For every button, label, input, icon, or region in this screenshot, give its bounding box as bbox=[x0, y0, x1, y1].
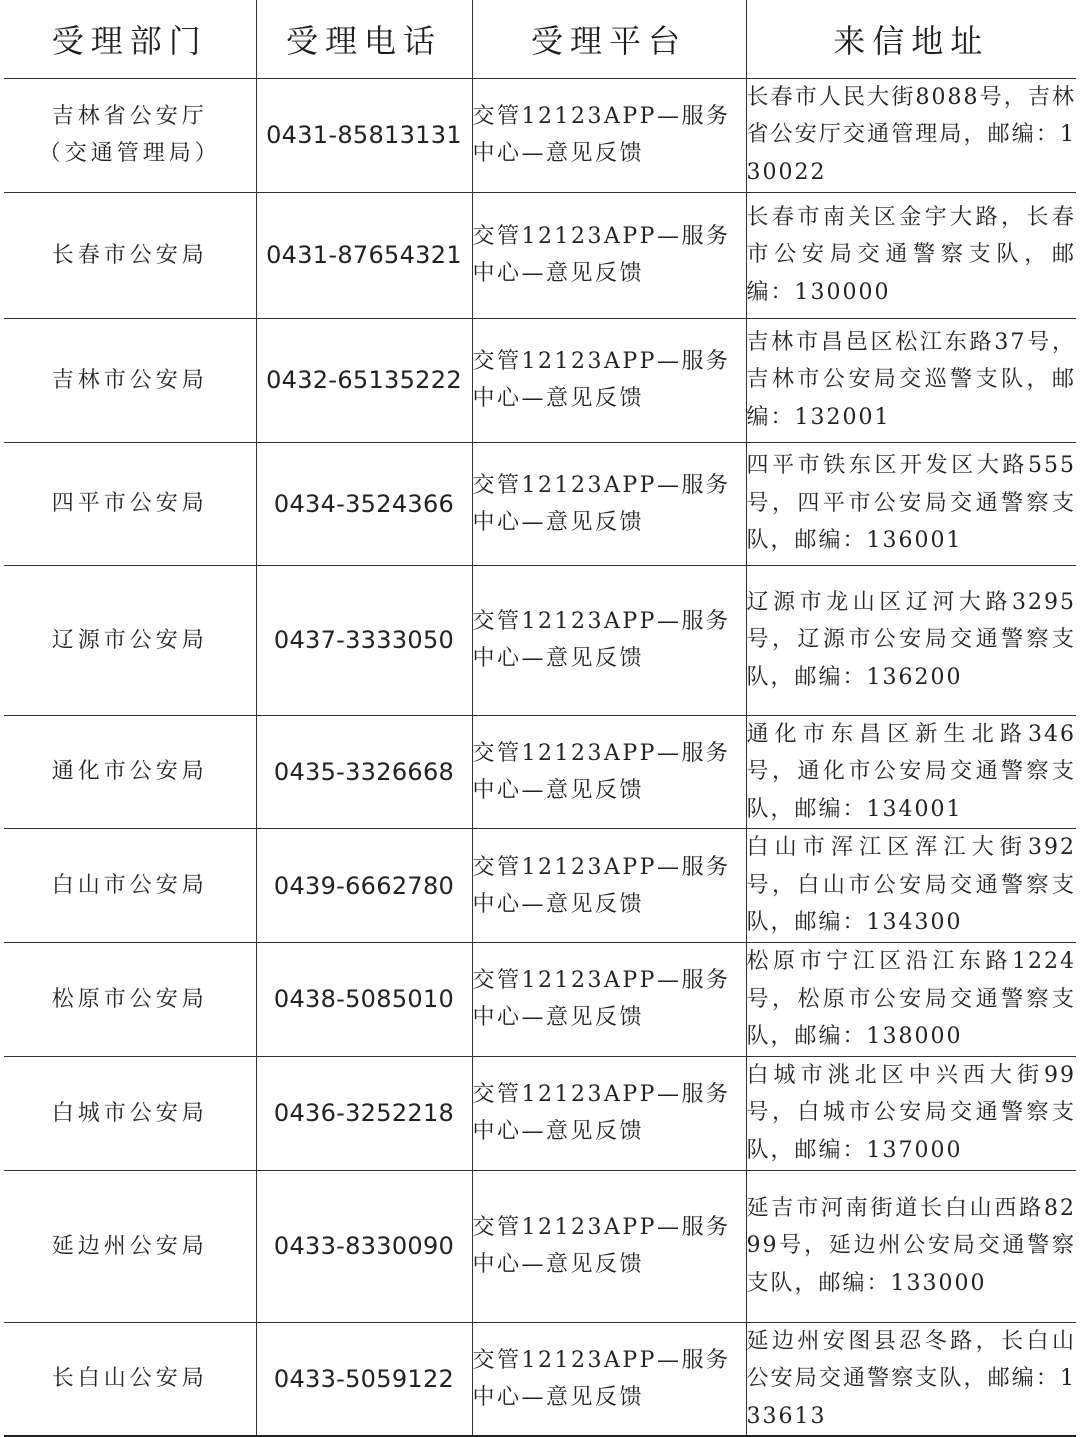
platform-cell: 交管12123APP—服务中心—意见反馈 bbox=[472, 829, 746, 943]
address-cell: 四平市铁东区开发区大路555号，四平市公安局交通警察支队，邮编：136001 bbox=[746, 442, 1076, 565]
table-row bbox=[4, 565, 1076, 715]
phone-cell: 0432-65135222 bbox=[256, 318, 472, 442]
table-row bbox=[4, 1170, 1076, 1322]
platform-cell: 交管12123APP—服务中心—意见反馈 bbox=[472, 1056, 746, 1170]
department-subname: （交通管理局） bbox=[38, 141, 221, 166]
address-cell: 长春市南关区金宇大路，长春市公安局交通警察支队，邮编：130000 bbox=[746, 192, 1076, 318]
address-cell: 白城市洮北区中兴西大街99号，白城市公安局交通警察支队，邮编：137000 bbox=[746, 1056, 1076, 1170]
address-cell: 延边州安图县忍冬路，长白山公安局交通警察支队，邮编：133613 bbox=[746, 1322, 1076, 1436]
phone-cell: 0431-85813131 bbox=[256, 78, 472, 192]
department-cell: 长白山公安局 bbox=[4, 1322, 256, 1436]
phone-cell: 0438-5085010 bbox=[256, 943, 472, 1057]
address-cell: 辽源市龙山区辽河大路3295号，辽源市公安局交通警察支队，邮编：136200 bbox=[746, 565, 1076, 715]
phone-cell: 0436-3252218 bbox=[256, 1056, 472, 1170]
address-cell: 长春市人民大街8088号，吉林省公安厅交通管理局，邮编：130022 bbox=[746, 78, 1076, 192]
platform-cell: 交管12123APP—服务中心—意见反馈 bbox=[472, 442, 746, 565]
phone-cell: 0434-3524366 bbox=[256, 442, 472, 565]
address-cell: 通化市东昌区新生北路346号，通化市公安局交通警察支队，邮编：134001 bbox=[746, 715, 1076, 829]
platform-cell: 交管12123APP—服务中心—意见反馈 bbox=[472, 565, 746, 715]
address-cell: 吉林市昌邑区松江东路37号，吉林市公安局交巡警支队，邮编：132001 bbox=[746, 318, 1076, 442]
phone-cell: 0433-8330090 bbox=[256, 1170, 472, 1322]
platform-cell: 交管12123APP—服务中心—意见反馈 bbox=[472, 192, 746, 318]
header-row bbox=[4, 0, 1076, 78]
department-cell: 松原市公安局 bbox=[4, 943, 256, 1057]
department-cell bbox=[4, 78, 256, 192]
department-cell: 辽源市公安局 bbox=[4, 565, 256, 715]
header-department: 受理部门 bbox=[4, 0, 256, 78]
table-row bbox=[4, 1056, 1076, 1170]
table-row bbox=[4, 442, 1076, 565]
phone-cell: 0435-3326668 bbox=[256, 715, 472, 829]
table-row bbox=[4, 318, 1076, 442]
department-name: 吉林省公安厅 bbox=[51, 104, 208, 129]
table-row bbox=[4, 78, 1076, 192]
header-address: 来信地址 bbox=[746, 0, 1076, 78]
address-cell: 松原市宁江区沿江东路1224号，松原市公安局交通警察支队，邮编：138000 bbox=[746, 943, 1076, 1057]
table-row bbox=[4, 829, 1076, 943]
address-cell: 延吉市河南街道长白山西路8299号，延边州公安局交通警察支队，邮编：133000 bbox=[746, 1170, 1076, 1322]
table-row bbox=[4, 715, 1076, 829]
platform-cell: 交管12123APP—服务中心—意见反馈 bbox=[472, 78, 746, 192]
header-phone: 受理电话 bbox=[256, 0, 472, 78]
department-cell: 通化市公安局 bbox=[4, 715, 256, 829]
department-cell: 长春市公安局 bbox=[4, 192, 256, 318]
address-cell: 白山市浑江区浑江大街392号，白山市公安局交通警察支队，邮编：134300 bbox=[746, 829, 1076, 943]
phone-cell: 0439-6662780 bbox=[256, 829, 472, 943]
platform-cell: 交管12123APP—服务中心—意见反馈 bbox=[472, 715, 746, 829]
phone-cell: 0431-87654321 bbox=[256, 192, 472, 318]
table-row bbox=[4, 192, 1076, 318]
department-cell: 白山市公安局 bbox=[4, 829, 256, 943]
department-cell: 白城市公安局 bbox=[4, 1056, 256, 1170]
department-cell: 吉林市公安局 bbox=[4, 318, 256, 442]
platform-cell: 交管12123APP—服务中心—意见反馈 bbox=[472, 1322, 746, 1436]
table-row bbox=[4, 1322, 1076, 1436]
platform-cell: 交管12123APP—服务中心—意见反馈 bbox=[472, 943, 746, 1057]
department-cell: 延边州公安局 bbox=[4, 1170, 256, 1322]
table-row bbox=[4, 943, 1076, 1057]
platform-cell: 交管12123APP—服务中心—意见反馈 bbox=[472, 318, 746, 442]
department-cell: 四平市公安局 bbox=[4, 442, 256, 565]
phone-cell: 0433-5059122 bbox=[256, 1322, 472, 1436]
platform-cell: 交管12123APP—服务中心—意见反馈 bbox=[472, 1170, 746, 1322]
complaint-contact-table bbox=[4, 0, 1076, 1437]
header-platform: 受理平台 bbox=[472, 0, 746, 78]
phone-cell: 0437-3333050 bbox=[256, 565, 472, 715]
